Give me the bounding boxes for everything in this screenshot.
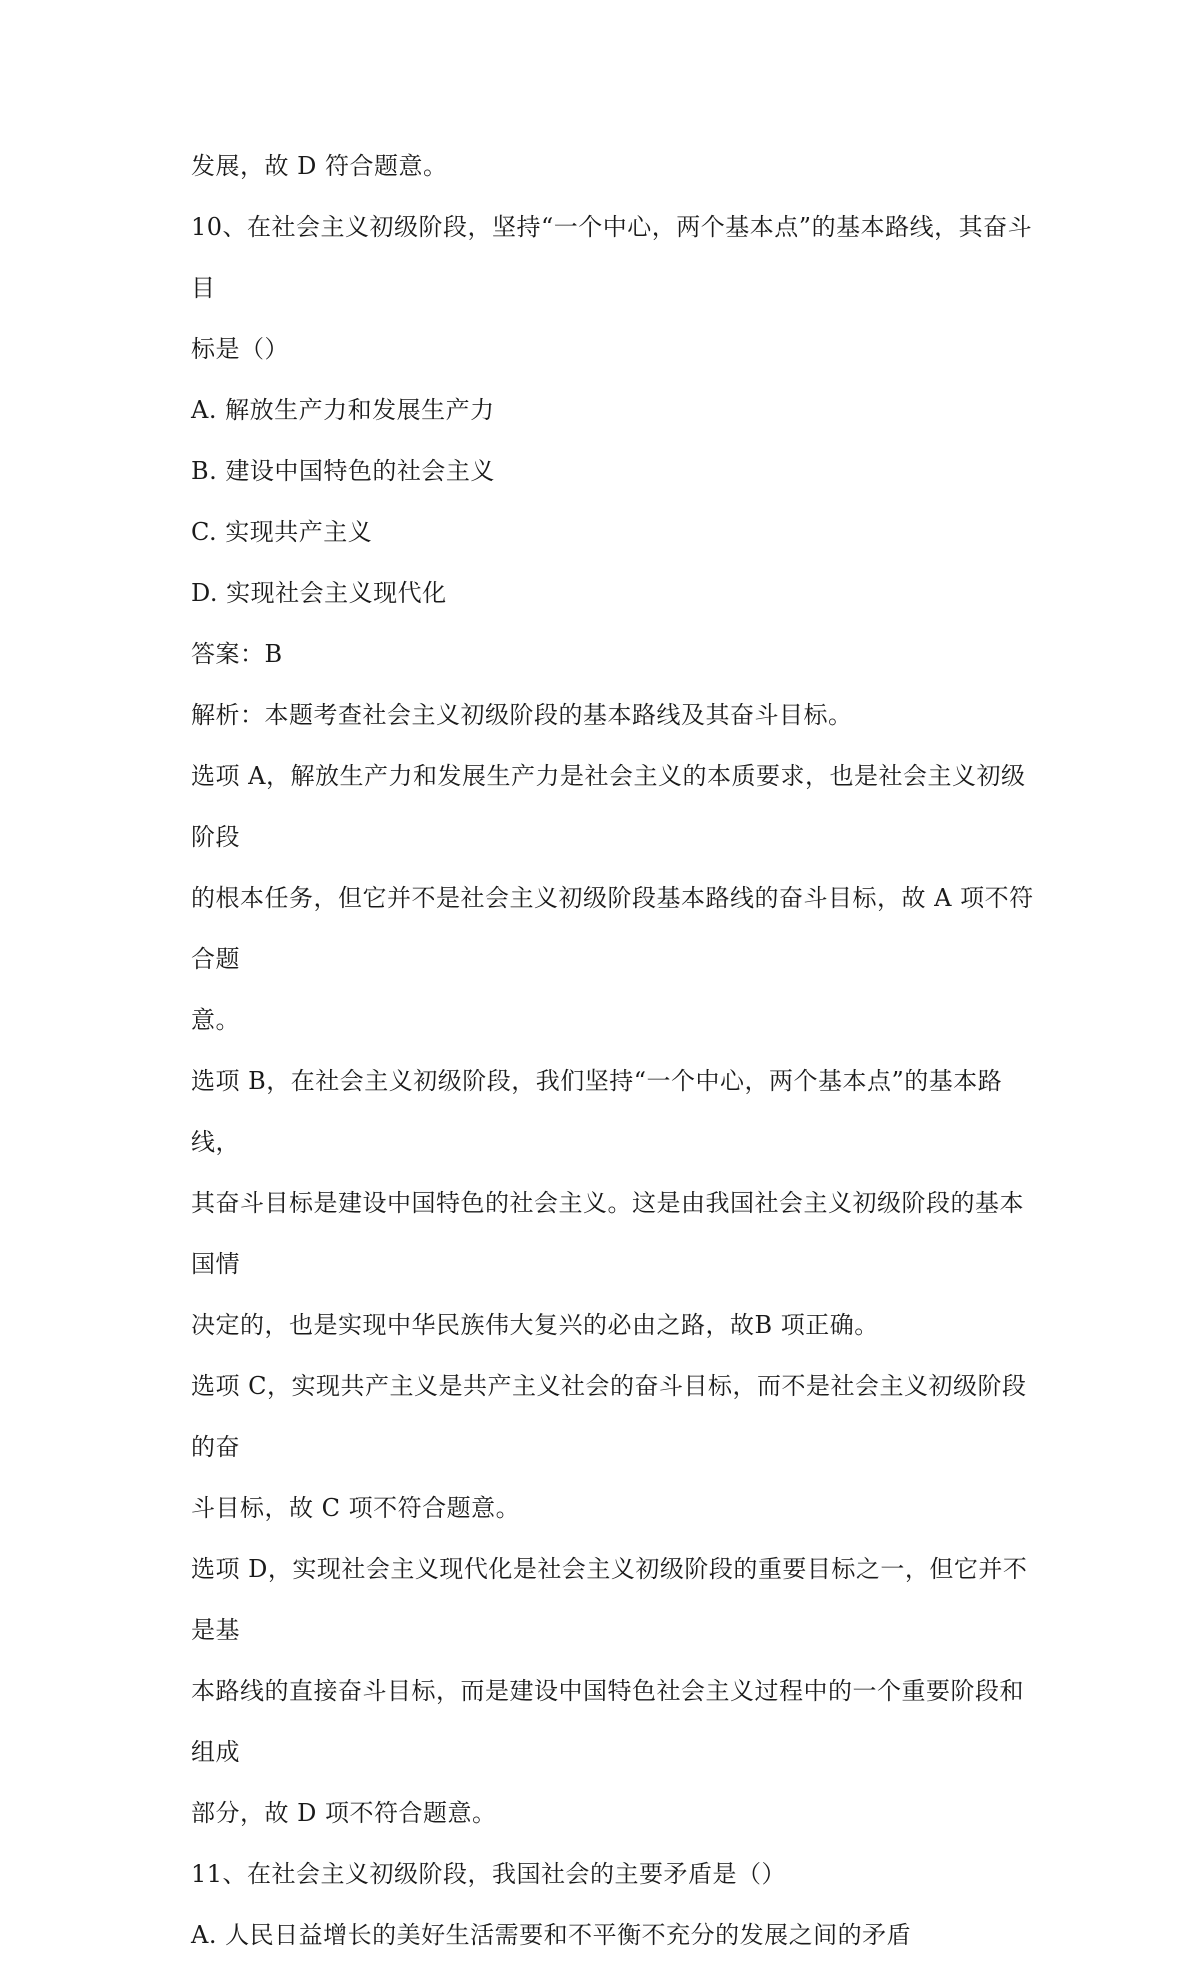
analysis-option-b-end: 决定的，也是实现中华民族伟大复兴的必由之路，故B 项正确。: [191, 1311, 879, 1339]
question-10-analysis: 解析：本题考查社会主义初级阶段的基本路线及其奋斗目标。: [191, 701, 853, 729]
analysis-option-b: 选项 B，在社会主义初级阶段，我们坚持“一个中心，两个基本点”的基本路线，: [191, 1067, 1003, 1156]
analysis-option-c-end: 斗目标，故 C 项不符合题意。: [191, 1494, 521, 1522]
analysis-option-d: 选项 D，实现社会主义现代化是社会主义初级阶段的重要目标之一，但它并不是基: [191, 1555, 1028, 1644]
question-10-option-a: A. 解放生产力和发展生产力: [191, 396, 495, 424]
analysis-option-a: 选项 A，解放生产力和发展生产力是社会主义的本质要求，也是社会主义初级阶段: [191, 762, 1026, 851]
question-10-stem: 10、在社会主义初级阶段，坚持“一个中心，两个基本点”的基本路线，其奋斗目: [191, 213, 1033, 302]
question-11-stem: 11、在社会主义初级阶段，我国社会的主要矛盾是（）: [191, 1860, 787, 1888]
question-11-option-a: A. 人民日益增长的美好生活需要和不平衡不充分的发展之间的矛盾: [191, 1921, 912, 1949]
analysis-option-c: 选项 C，实现共产主义是共产主义社会的奋斗目标，而不是社会主义初级阶段的奋: [191, 1372, 1027, 1461]
analysis-option-d-end: 部分，故 D 项不符合题意。: [191, 1799, 497, 1827]
question-10-option-c: C. 实现共产主义: [191, 518, 373, 546]
analysis-option-a-continued: 的根本任务，但它并不是社会主义初级阶段基本路线的奋斗目标，故 A 项不符合题: [191, 884, 1034, 973]
question-10-option-d: D. 实现社会主义现代化: [191, 579, 447, 607]
question-10-stem-continued: 标是（）: [191, 335, 289, 363]
analysis-option-b-continued: 其奋斗目标是建设中国特色的社会主义。这是由我国社会主义初级阶段的基本国情: [191, 1189, 1024, 1278]
analysis-option-d-continued: 本路线的直接奋斗目标，而是建设中国特色社会主义过程中的一个重要阶段和组成: [191, 1677, 1024, 1766]
text-line: 发展，故 D 符合题意。: [191, 152, 448, 180]
question-10-option-b: B. 建设中国特色的社会主义: [191, 457, 495, 485]
analysis-option-a-end: 意。: [191, 1006, 240, 1034]
document-body: [191, 136, 1041, 1966]
question-10-answer: 答案：B: [191, 640, 283, 668]
